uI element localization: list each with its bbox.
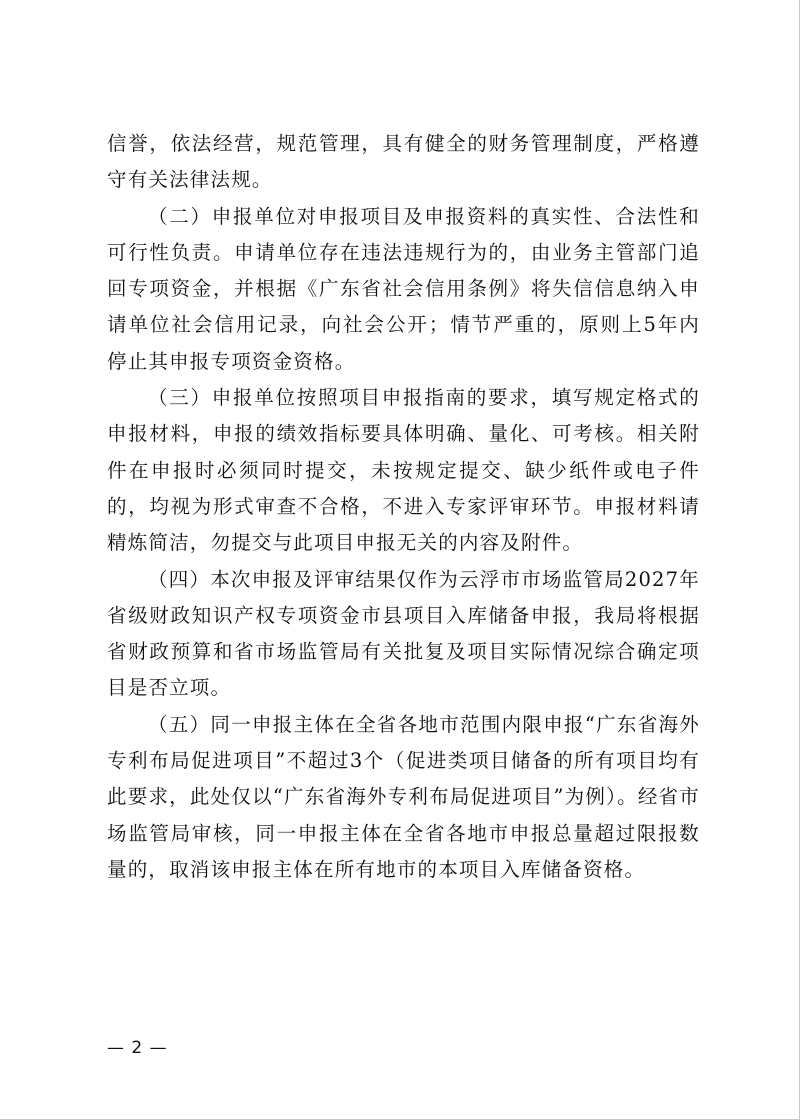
paragraph-item-3: （三）申报单位按照项目申报指南的要求，填写规定格式的申报材料，申报的绩效指标要具体明确、量化、可考核。相关附件在申报时必须同时提交，未按规定提交、缺少纸件或电子件的，均视为形式审查不合格，不进入专家评审环节。申报材料请精炼简洁，勿提交与此项目申报无关的内容及附件。 — [107, 386, 700, 555]
paragraph-item-4: （四）本次申报及评审结果仅作为云浮市市场监管局2027年省级财政知识产权专项资金市县项目入库储备申报，我局将根据省财政预算和省市场监管局有关批复及项目实际情况综合确定项目是否立项。 — [107, 567, 700, 700]
paragraph-item-5: （五）同一申报主体在全省各地市范围内限申报“广东省海外专利布局促进项目”不超过3个（促进类项目储备的所有项目均有此要求，此处仅以“广东省海外专利布局促进项目”为例）。经省市场监管局审核，同一申报主体在全省各地市申报总量超过限报数量的，取消该申报主体在所有地市的本项目入库储备资格。 — [107, 712, 700, 881]
paragraph-continuation: 信誉，依法经营，规范管理，具有健全的财务管理制度，严格遵守有关法律法规。 — [107, 132, 700, 192]
page-number: — 2 — — [107, 1038, 168, 1058]
paragraph-item-2: （二）申报单位对申报项目及申报资料的真实性、合法性和可行性负责。申请单位存在违法违规行为的，由业务主管部门追回专项资金，并根据《广东省社会信用条例》将失信信息纳入申请单位社会信用记录，向社会公开；情节严重的，原则上5年内停止其申报专项资金资格。 — [107, 204, 700, 373]
document-body — [107, 126, 700, 888]
